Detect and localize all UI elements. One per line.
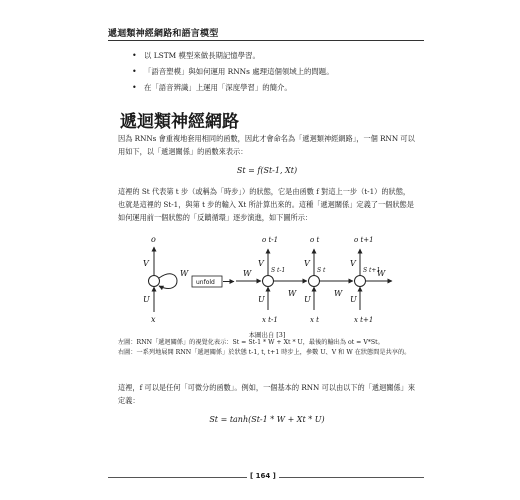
paragraph-intro: 因為 RNNs 會重複地套用相同的函數，因此才會命名為「遞迴類神經網路」，一個 RNN 可以用如下，以「遞迴關係」的函數來表示： [118, 134, 415, 156]
state-label: S t [317, 267, 326, 274]
header-rule [108, 40, 424, 41]
v-label: V [258, 259, 264, 268]
bullet-item: • 在「語音辨識」上運用「深度學習」的簡介。 [132, 80, 432, 96]
w-label: W [243, 269, 252, 278]
input-label: x t+1 [354, 316, 374, 324]
folded-v-label: V [143, 259, 149, 268]
state-node [309, 276, 320, 287]
state-node [263, 276, 274, 287]
v-label: V [304, 259, 310, 268]
folded-output-label: o [151, 235, 156, 244]
section-title: 遞迴類神經網路 [120, 112, 239, 132]
bullet-item: • 以 LSTM 模型來做長期記憶學習。 [132, 48, 432, 64]
figure-note-left: 左圖：RNN「遞迴關係」的視覺化表示：St = St-1 * W + Xt * U，最後的輸出為 ot = V*St。 [118, 339, 384, 346]
output-label: o t-1 [262, 236, 279, 244]
paragraph-differentiable: 這裡，f 可以是任何「可微分的函數」。例如，一個基本的 RNN 可以由以下的「遞迴關係」來定義： [118, 383, 416, 405]
v-label: V [350, 259, 356, 268]
u-label: U [350, 295, 357, 304]
state-label: S t-1 [271, 267, 286, 274]
page-number: [ 164 ] [247, 472, 279, 480]
bullet-list [132, 48, 432, 96]
running-header: 遞迴類神經網路和語言模型 [108, 29, 219, 39]
paragraph-state: 這裡的 St 代表第 t 步（或稱為「時步」）的狀態，它是由函數 f 對這上一步（t-1）的狀態，也就是這裡的 St-1，與第 t 步的輸入 Xt 所計算出來的。這種「遞迴關係」定義了一個狀態是如何運用前一個狀態的「反饋循環」逐步演進，如下圖所示： [118, 187, 414, 222]
folded-w-label: W [180, 269, 189, 278]
equation-recurrence: St = f(St-1, Xt) [236, 166, 298, 175]
rnn-unfold-diagram [130, 226, 402, 326]
u-label: U [304, 295, 311, 304]
w-label: W [334, 289, 343, 298]
w-label: W [377, 269, 386, 278]
input-label: x t [310, 316, 319, 324]
folded-input-label: x [151, 315, 156, 324]
input-label: x t-1 [262, 316, 278, 324]
equation-tanh: St = tanh(St-1 * W + Xt * U) [209, 415, 325, 424]
folded-state-node [149, 276, 160, 287]
bullet-item: • 「語音塑模」與如何運用 RNNs 處理這個領域上的問題。 [132, 64, 432, 80]
figure-caption: 本圖出自 [3] [248, 331, 286, 339]
folded-u-label: U [143, 295, 150, 304]
u-label: U [258, 295, 265, 304]
output-label: o t [310, 236, 320, 244]
recurrent-loop-icon [159, 274, 177, 289]
w-label: W [288, 289, 297, 298]
state-label: S t+1 [363, 267, 381, 274]
figure-notes [118, 338, 416, 358]
unfold-label: unfold [196, 279, 215, 286]
figure-note-right: 右圖：一系列地展開 RNN「遞迴關係」於狀態 t-1, t, t+1 時步上，參數 U、V 和 W 在狀態間是共享的。 [118, 349, 411, 356]
output-label: o t+1 [354, 236, 374, 244]
state-node [355, 276, 366, 287]
